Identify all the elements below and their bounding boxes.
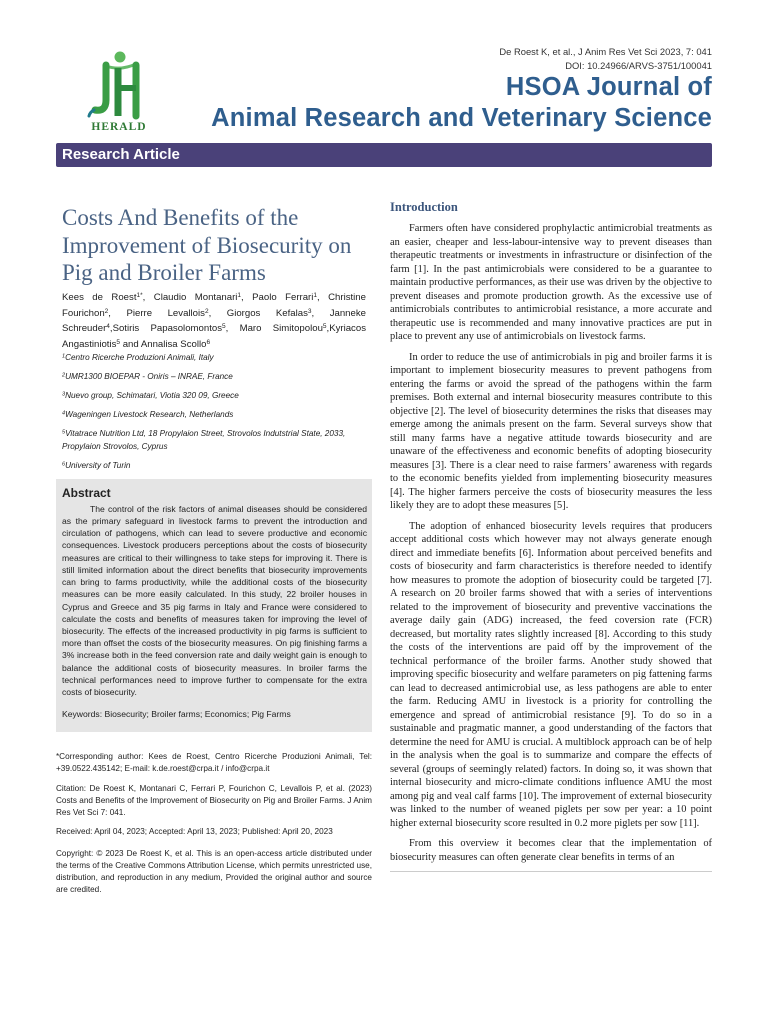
author-separator: , [311,307,330,319]
body-paragraph: In order to reduce the use of antimicrobials in pig and broiler farms it is important to implement biosecurity measures to prevent pathogens from entering the farms or avoid the spread of the pathogens within the farm premises. Both external and internal biosecurity measures contribute to this objective [2]. The level of biosecurity determines the risks that diseases may emerge among the animals present on the farm. Several surveys show that still many farms have a negative attitude towards biosecurity and are unaware of the effectiveness and economic benefits of adopting biosecurity measures [3]. There is a clear need to raise farmers’ awareness with regards to the economic benefits yielded from implementing biosecurity measures [4]. The higher farmers perceive the costs of biosecurity measures the less likely they are to adopt these measures [5]. [390,351,712,511]
author-separator: , [241,292,253,303]
herald-logo [86,50,152,133]
author-affiliation-mark: 4 [106,323,110,331]
author-list [62,290,366,352]
article-title: Costs And Benefits of the Improvement of Biosecurity on Pig and Broiler Farms [62,205,352,285]
right-column [390,199,712,872]
article-type-label: Research Article [62,146,180,163]
herald-logo-mark-icon [86,50,152,120]
affiliation-text: University of Turin [65,460,131,470]
author-affiliation-mark: 1* [136,292,143,300]
affiliation-list [62,352,372,472]
author-name: Sotiris Papasolomontos [112,323,222,335]
author-name: Maro Simitopolou [239,323,323,335]
author-affiliation-mark: 1 [237,292,242,300]
body-paragraph: The adoption of enhanced biosecurity levels requires that producers accept additional costs which however may not always generate enough direct and immediate benefits [6]. Information about perceived benefits and costs of biosecurity and farm characteristics is therefore needed to identify how measures to promote the adoption of biosecurity could be targeted [7]. A research on 20 broiler farms showed that with a series of interventions related to the improvement of biosecurity and preventive vaccinations the average daily gain (ADG) increased, the feed coversion rate (FCR) decreased, but mortality rates slightly increased [8]. According to this study the costs of the interventions are paid off by the improvement of the technical performance of the broiler farms. Another study showed that improving specific biosecurity and welfare parameters on pig fattening farms can lead to decreased antimicrobial use, as less pathogens are able to enter the farm. Reducing AMU in livestock is a priority for controlling the emergence and spread of antimicrobial resistance [9]. To do so in a sustainable and pragmatic manner, a good understanding of the factors that determine the need for AMU is crucial. A multiblock approach can be of help in the analysis when the goal is to summarize and compare the effects of several (groups of seemingly related) factors. In doing so, it was shown that internal biosecurity and micro-climate conditions influence AMU the most among pig and veal calf farms [10]. The improvement of external biosecurity was linked to the number of weaned piglets per sow per year: a 10 point higher external biosecurity score resulted in 0.2 more piglets per sow [11]. [390,520,712,829]
author-affiliation-mark: 5 [116,338,121,346]
author-affiliation-mark: 5 [322,323,327,331]
affiliation-text: Vitatrace Nutrition Ltd, 18 Propylaion Street, Strovolos Indutstrial State, 2033, Propylaion Strovolos, Cyprus [62,429,346,451]
affiliation-text: Nuevo group, Schimatari, Viotia 320 09, Greece [65,391,239,401]
section-heading-introduction: Introduction [390,200,458,214]
author-affiliation-mark: 6 [206,338,211,346]
header-citation: De Roest K, et al., J Anim Res Vet Sci 2023, 7: 041 [499,46,712,57]
author-separator: , [142,292,154,303]
affiliation-item [62,390,362,403]
affiliation-text: Centro Ricerche Produzioni Animali, Italy [65,353,214,363]
author-affiliation-mark: 2 [204,307,209,315]
author-name: Kees de Roest [62,292,137,303]
author-affiliation-mark: 1 [313,292,317,300]
affiliation-mark: 5 [62,429,66,436]
author-separator: , [108,307,127,319]
author-separator: , [109,323,113,335]
affiliation-item [62,409,362,422]
affiliation-mark: 6 [62,461,66,468]
author-separator: , [317,292,329,303]
journal-title-line-1: HSOA Journal of [505,73,712,101]
affiliation-item [62,371,362,384]
abstract-box [56,479,372,732]
author-name: Pierre Levallois [126,307,205,319]
publication-dates: Received: April 04, 2023; Accepted: April 13, 2023; Published: April 20, 2023 [56,827,333,837]
affiliation-mark: 1 [62,353,66,360]
author-name: Annalisa Scollo [140,338,207,350]
author-name: Janneke Schreuder [62,307,366,335]
body-paragraph: From this overview it becomes clear that the implementation of biosecurity measures can often generate clear benefits in terms of an [390,838,712,863]
author-name: Christine Fourichon [62,292,366,319]
affiliation-mark: 2 [62,372,66,379]
abstract-body: The control of the risk factors of animal diseases should be considered as the primary safeguard in livestock farms to prevent the introduction and circulation of pathogens, which can lead to severe productive and economic consequences. Livestock producers perceptions about the costs of biosecurity measures are critical to their willingness to take steps for improving it. There is still limited information about the direct benefits that biosecurity improvements can bring to farms productivity, while the additional costs of the biosecurity measures can be more easily calculated. In this study, 22 broiler houses in Cyprus and Greece and 35 pig farms in Italy and France were considered to calculate the costs and benefits of measures taken for improving the level of biosecurity. The effects of the increased productivity in pig farms is sufficient to more than offset the costs of the biosecurity measures. On pig finishing farms a 3% increase both in the feed conversion rate and daily weight gain is enough to balance the additional costs of biosecurity measures. In broiler farms the technical performances need to improve further to compensate for the extra costs of biosecurity. [62,503,367,697]
column-divider-line [390,871,712,872]
article-type-banner [56,143,712,167]
abstract-heading: Abstract [62,485,111,500]
author-separator: , [326,323,330,335]
affiliation-mark: 3 [62,391,66,398]
citation-note: Citation: De Roest K, Montanari C, Ferrari P, Fourichon C, Levallois P, et al. (2023) Costs and Benefits of the Improvement of Biosecurity on Pig and Broiler Farms. J Anim Res Vet Sci 7: 041. [56,784,372,818]
author-separator: , [208,307,227,319]
left-column [56,204,372,896]
affiliation-item [62,352,362,365]
author-name: Giorgos Kefalas [226,307,308,319]
affiliation-text: UMR1300 BIOEPAR - Oniris – INRAE, France [65,372,233,382]
corresponding-author-note: *Corresponding author: Kees de Roest, Centro Ricerche Produzioni Animali, Tel: +39.0522.435142; E-mail: k.de.roest@crpa.it / info@crpa.it [56,752,372,774]
author-name: Kyriacos Angastiniotis [62,323,366,350]
author-affiliation-mark: 3 [307,307,312,315]
herald-logo-text: HERALD [91,121,147,133]
body-paragraph: Farmers often have considered prophylactic antimicrobial treatments as an easier, cheaper and less-labour-intensive way to prevent diseases than therapeutic treatments or investments in infrastructure or disinfection of the farm [1]. In the past antimicrobials were considered to be a guarantee to maintain productive performances, as their use was driven by the objective to prevent diseases and promote production growth. As the excessive use of antimicrobials contributes to antimicrobial resistance, a more accurate and therapeutic use is recommended and many innovative practices are put in place to prevent any use of antimicrobials on livestock farms. [390,223,713,342]
affiliation-mark: 4 [62,410,66,417]
header-doi-link[interactable]: DOI: 10.24966/ARVS-3751/100041 [565,60,712,71]
author-name: Claudio Montanari [153,292,238,303]
affiliation-text: Wageningen Livestock Research, Netherlands [65,410,234,420]
author-separator: and [120,338,141,350]
journal-title-line-2: Animal Research and Veterinary Science [211,104,712,132]
abstract-keywords: Keywords: Biosecurity; Broiler farms; Economics; Pig Farms [62,709,291,720]
author-separator: , [225,323,240,335]
author-affiliation-mark: 2 [104,307,109,315]
copyright-note: Copyright: © 2023 De Roest K, et al. This is an open-access article distributed under the terms of the Creative Commons Attribution License, which permits unrestricted use, distribution, and reproduction in any medium, Provided the original author and source are credited. [56,849,372,895]
author-name: Paolo Ferrari [252,292,314,303]
author-affiliation-mark: 5 [222,323,226,331]
affiliation-item [62,428,362,453]
affiliation-item [62,460,362,473]
